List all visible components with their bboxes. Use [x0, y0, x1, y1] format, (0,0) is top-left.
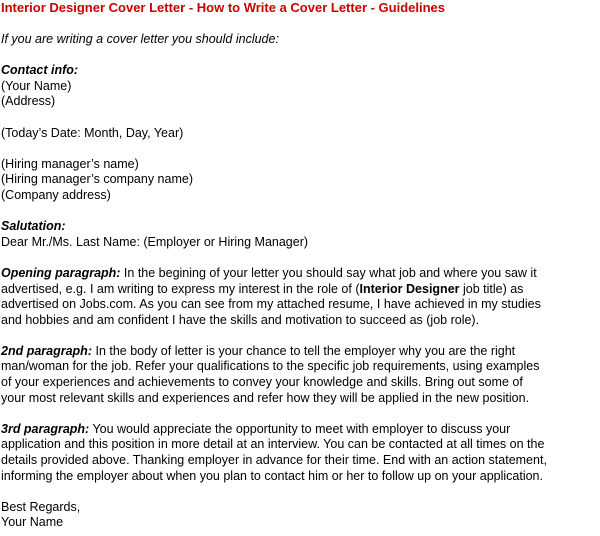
contact-name: (Your Name) [1, 78, 72, 93]
closing-section [1, 500, 599, 531]
salutation-heading: Salutation: [1, 219, 66, 234]
second-line-2: man/woman for the job. Refer your qualifications to the specific job requirements, using examples [1, 359, 540, 374]
opening-line-4: and hobbies and am confident I have the skills and motivation to succeed as (job role). [1, 312, 480, 327]
spacer [1, 141, 599, 157]
closing-regards: Best Regards, [1, 499, 81, 514]
second-paragraph [1, 344, 599, 406]
spacer [1, 204, 599, 220]
third-line-1 [1, 422, 599, 438]
page-title: Interior Designer Cover Letter - How to Write a Cover Letter - Guidelines [1, 0, 446, 15]
contact-heading: Contact info: [1, 63, 79, 78]
third-line-2: application and this position in more detail at an interview. You can be contacted at all times on the [1, 437, 545, 452]
third-heading: 3rd paragraph: [1, 421, 90, 436]
opening-heading: Opening paragraph: [1, 265, 121, 280]
manager-name: (Hiring manager’s name) [1, 156, 139, 171]
job-title-keyword: Interior Designer [359, 281, 460, 296]
second-line-3: of your experiences and achievements to convey your knowledge and skills. Bring out some of [1, 375, 523, 390]
salutation-text: Dear Mr./Ms. Last Name: (Employer or Hiring Manager) [1, 234, 309, 249]
spacer [1, 110, 599, 126]
opening-line-2 [1, 282, 599, 298]
third-line-1-text: You would appreciate the opportunity to meet with employer to discuss your [89, 421, 511, 436]
second-heading: 2nd paragraph: [1, 343, 92, 358]
cover-letter-document [1, 0, 599, 531]
third-line-4: informing the employer about when you plan to contact him or her to follow up on your application. [1, 468, 543, 483]
second-line-1 [1, 344, 599, 360]
opening-line-1 [1, 266, 599, 282]
opening-line-2-post: job title) as [459, 281, 524, 296]
spacer [1, 484, 599, 500]
opening-line-3: advertised on Jobs.com. As you can see from my attached resume, I have achieved in my studies [1, 297, 541, 312]
company-address: (Company address) [1, 187, 111, 202]
third-paragraph [1, 422, 599, 484]
spacer [1, 328, 599, 344]
opening-line-2-pre: advertised, e.g. I am writing to express my interest in the role of ( [1, 281, 360, 296]
salutation-section [1, 219, 599, 250]
contact-date: (Today’s Date: Month, Day, Year) [1, 125, 184, 140]
opening-paragraph [1, 266, 599, 328]
spacer [1, 406, 599, 422]
second-line-4: your most relevant skills and experiences and refer how they will be applied in the new position. [1, 390, 530, 405]
intro-text: If you are writing a cover letter you should include: [1, 32, 279, 46]
spacer [1, 250, 599, 266]
contact-section [1, 63, 599, 203]
contact-address: (Address) [1, 94, 56, 109]
manager-company: (Hiring manager’s company name) [1, 172, 193, 187]
third-line-3: details provided above. Thanking employer in advance for their time. End with an action statement, [1, 453, 547, 468]
spacer [1, 48, 599, 64]
closing-name: Your Name [1, 515, 64, 530]
opening-line-1-text: In the begining of your letter you should say what job and where you saw it [120, 265, 537, 280]
second-line-1-text: In the body of letter is your chance to tell the employer why you are the right [92, 343, 516, 358]
